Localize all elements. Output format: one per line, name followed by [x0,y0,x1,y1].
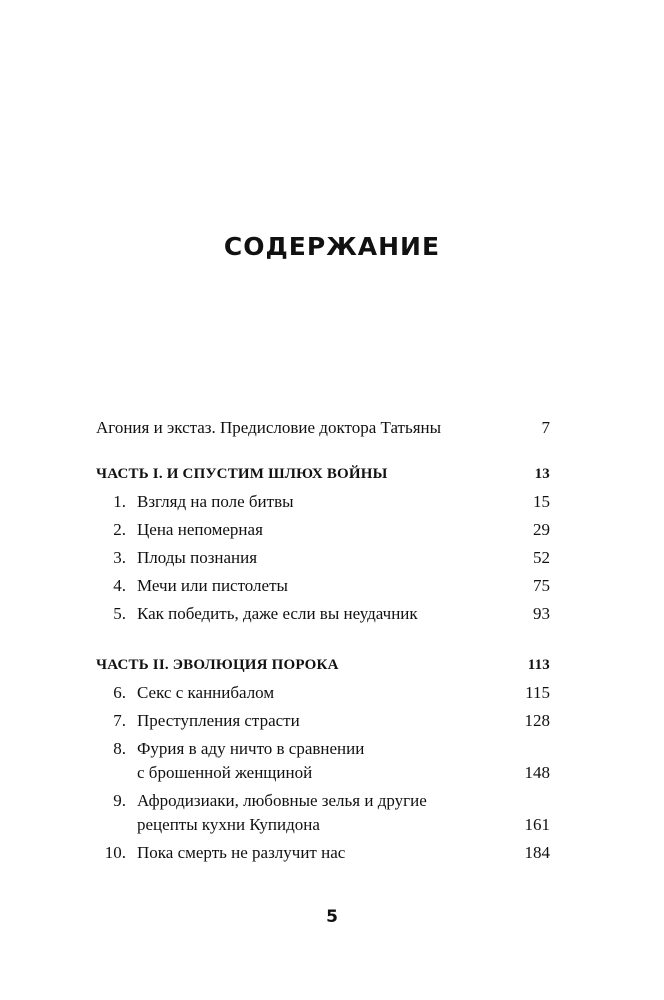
chapter-title: Мечи или пистолеты [137,576,288,595]
chapter-page: 184 [524,843,550,862]
chapter-page: 75 [533,576,550,595]
toc-part-page: 113 [527,657,550,673]
toc-intro-title: Агония и экстаз. Предисловие доктора Татьяны [96,418,442,437]
chapter-page: 161 [524,815,550,834]
toc-part-page: 13 [534,466,550,482]
toc-chapter [96,546,550,570]
toc-chapter [96,789,550,837]
toc-chapter [96,490,550,514]
toc-chapter [96,709,550,733]
chapter-title: Секс с каннибалом [137,683,275,702]
chapter-number: 10. [104,843,126,862]
chapter-title: Пока смерть не разлучит нас [137,843,346,862]
chapter-title-line: рецепты кухни Купидона [137,815,320,834]
toc-part-2 [96,653,550,677]
toc-intro-page: 7 [541,418,550,437]
chapter-number: 2. [113,520,126,539]
chapter-page: 29 [533,520,550,539]
toc-part-title: ЧАСТЬ II. ЭВОЛЮЦИЯ ПОРОКА [96,657,339,673]
toc-intro [96,416,550,440]
toc-part-title: ЧАСТЬ I. И СПУСТИМ ШЛЮХ ВОЙНЫ [96,466,388,482]
chapter-number: 8. [113,739,126,758]
chapter-number: 9. [113,791,126,810]
chapter-title-line: с брошенной женщиной [137,763,313,782]
chapter-number: 6. [113,683,126,702]
chapter-title-line: Фурия в аду ничто в сравнении [137,739,365,758]
chapter-title: Цена непомерная [137,520,263,539]
page-number: 5 [326,907,338,927]
toc-chapter [96,574,550,598]
chapter-page: 93 [533,604,550,623]
chapter-number: 1. [113,492,126,511]
chapter-title: Плоды познания [137,548,258,567]
toc-chapter [96,518,550,542]
toc-part-1 [96,462,550,486]
chapter-title: Как победить, даже если вы неудачник [137,604,418,623]
chapter-number: 7. [113,711,126,730]
chapter-page: 115 [525,683,550,702]
chapter-page: 15 [533,492,550,511]
toc-chapter [96,681,550,705]
toc-chapter [96,602,550,626]
chapter-title-line: Афродизиаки, любовные зелья и другие [137,791,427,810]
chapter-number: 4. [113,576,126,595]
chapter-page: 52 [533,548,550,567]
chapter-number: 5. [113,604,126,623]
chapter-title: Преступления страсти [137,711,300,730]
toc-chapter [96,737,550,785]
toc-chapter [96,841,550,865]
chapter-number: 3. [113,548,126,567]
chapter-title: Взгляд на поле битвы [137,492,294,511]
page-title: СОДЕРЖАНИЕ [223,232,441,261]
chapter-page: 148 [524,763,550,782]
chapter-page: 128 [524,711,550,730]
